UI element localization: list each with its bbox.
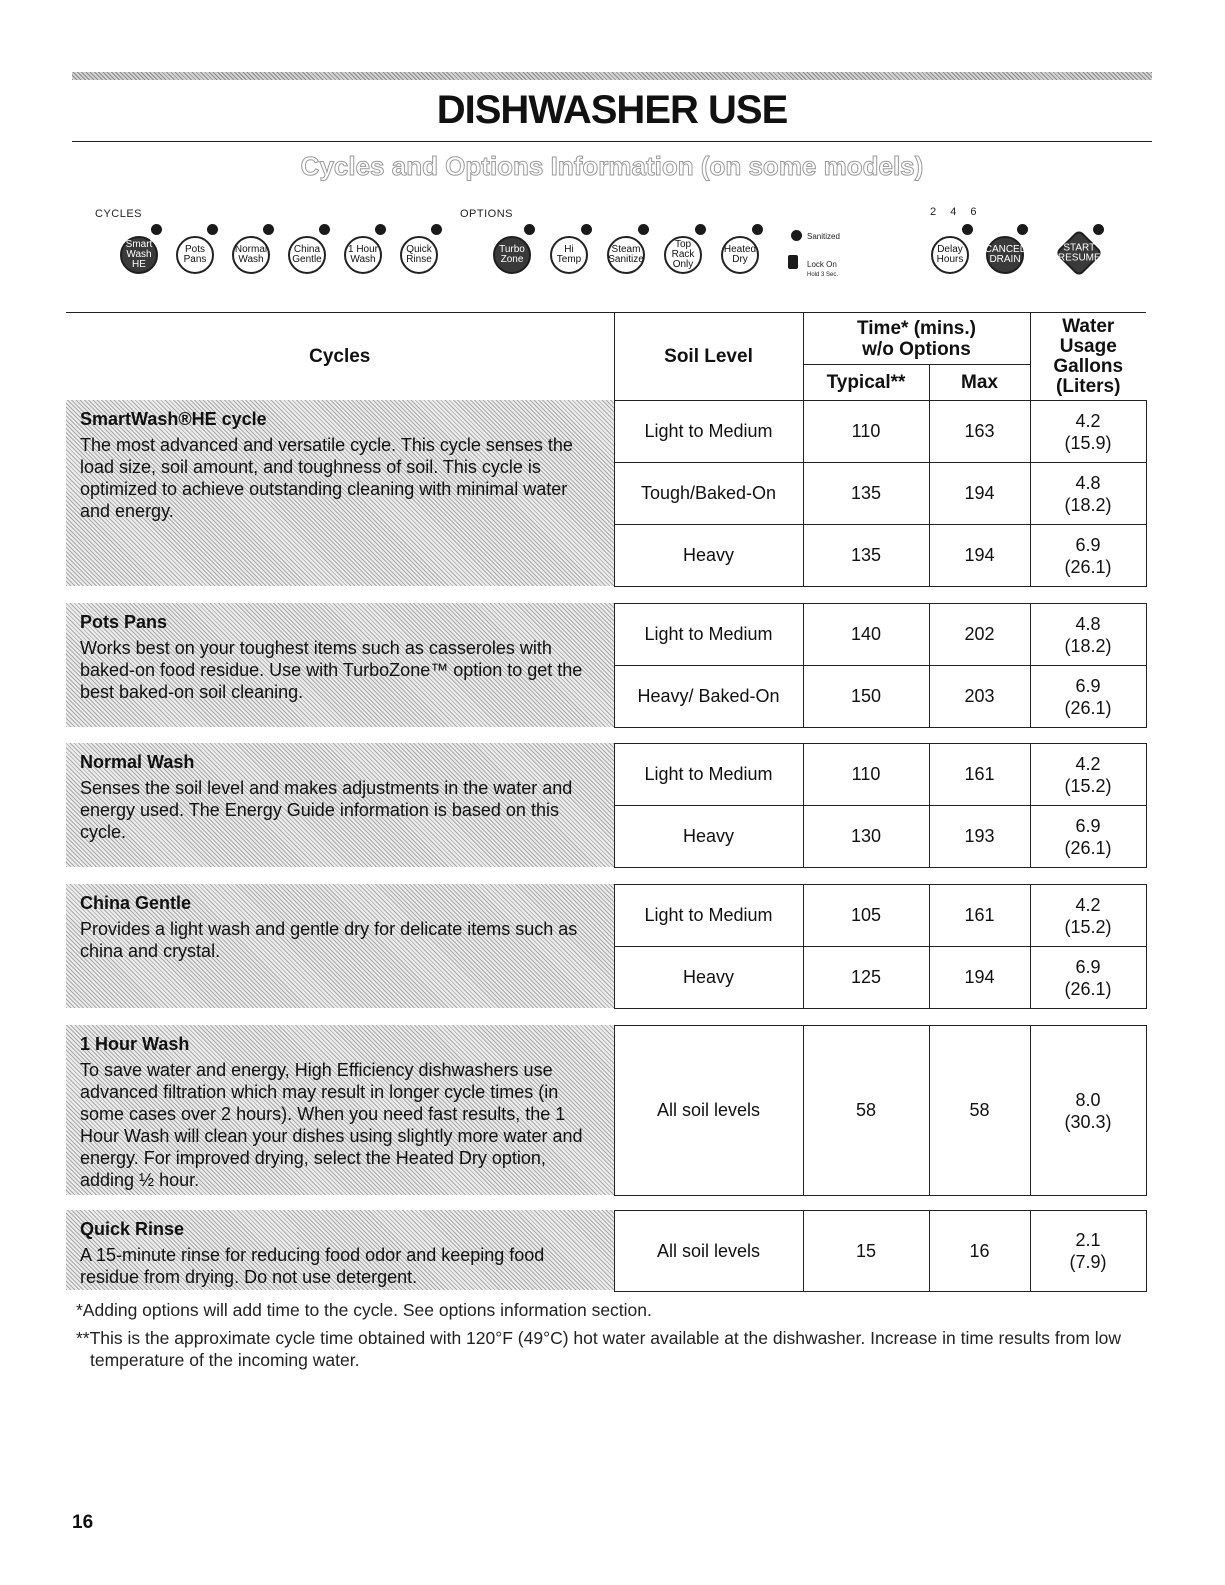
cycle-description-cell xyxy=(66,401,614,587)
cycle-indicator-light-3 xyxy=(319,224,330,235)
cycle-name: 1 Hour Wash xyxy=(80,1033,190,1054)
delay-numbers: 2 4 6 xyxy=(930,206,977,218)
option-button-3[interactable]: Top Rack Only xyxy=(664,236,702,274)
max-time-cell: 161 xyxy=(929,885,1030,947)
cycle-name: SmartWash®HE cycle xyxy=(80,408,267,429)
control-indicator-light-0 xyxy=(962,224,973,235)
sanitized-indicator-light xyxy=(791,230,802,241)
option-indicator-light-1 xyxy=(581,224,592,235)
options-label: OPTIONS xyxy=(460,208,514,220)
table-row xyxy=(66,885,1146,947)
cycle-description-cell xyxy=(66,744,614,868)
table-row xyxy=(66,604,1146,666)
cycle-indicator-light-2 xyxy=(263,224,274,235)
header-typical: Typical** xyxy=(803,365,929,401)
table-header xyxy=(66,312,1146,400)
max-time-cell: 194 xyxy=(929,525,1030,587)
table-row xyxy=(66,1026,1146,1196)
option-button-2[interactable]: Steam Sanitize xyxy=(607,236,645,274)
max-time-cell: 194 xyxy=(929,947,1030,1009)
top-rule xyxy=(72,72,1152,80)
soil-level-cell: Light to Medium xyxy=(614,885,803,947)
option-indicator-light-4 xyxy=(752,224,763,235)
soil-level-cell: Heavy xyxy=(614,806,803,868)
table-row xyxy=(66,1211,1146,1292)
typical-time-cell: 130 xyxy=(803,806,929,868)
cycle-block xyxy=(66,1210,1146,1290)
water-gallons: 4.2 xyxy=(1075,410,1101,431)
water-usage-cell xyxy=(1030,885,1146,947)
water-liters: (15.2) xyxy=(1064,916,1112,937)
water-gallons: 4.8 xyxy=(1075,613,1101,634)
option-indicator-light-0 xyxy=(524,224,535,235)
water-gallons: 6.9 xyxy=(1075,675,1101,696)
water-liters: (15.2) xyxy=(1064,775,1112,796)
typical-time-cell: 110 xyxy=(803,744,929,806)
water-gallons: 8.0 xyxy=(1075,1089,1101,1110)
option-button-1[interactable]: Hi Temp xyxy=(550,236,588,274)
header-cycles: Cycles xyxy=(66,313,614,401)
option-button-4[interactable]: Heated Dry xyxy=(721,236,759,274)
water-usage-cell xyxy=(1030,604,1146,666)
water-gallons: 6.9 xyxy=(1075,956,1101,977)
cycle-block xyxy=(66,400,1146,586)
cycle-button-5[interactable]: Quick Rinse xyxy=(400,236,438,274)
title-divider xyxy=(72,141,1152,142)
water-gallons: 6.9 xyxy=(1075,534,1101,555)
cycle-name: China Gentle xyxy=(80,892,192,913)
page-number: 16 xyxy=(72,1512,94,1533)
water-liters: (26.1) xyxy=(1064,556,1112,577)
cycle-block xyxy=(66,884,1146,1008)
soil-level-cell: Tough/Baked-On xyxy=(614,463,803,525)
cycle-name: Normal Wash xyxy=(80,751,195,772)
header-max: Max xyxy=(929,365,1030,401)
control-indicator-light-1 xyxy=(1017,224,1028,235)
cycle-description-cell xyxy=(66,885,614,1009)
cycle-indicator-light-5 xyxy=(431,224,442,235)
option-button-0[interactable]: Turbo Zone xyxy=(493,236,531,274)
soil-level-cell: All soil levels xyxy=(614,1026,803,1196)
water-liters: (18.2) xyxy=(1064,494,1112,515)
soil-level-cell: Light to Medium xyxy=(614,401,803,463)
cycle-name: Pots Pans xyxy=(80,611,168,632)
water-usage-cell xyxy=(1030,463,1146,525)
cycle-description: A 15-minute rinse for reducing food odor and keeping food residue from drying. Do not use detergent. xyxy=(80,1244,545,1287)
typical-time-cell: 105 xyxy=(803,885,929,947)
max-time-cell: 194 xyxy=(929,463,1030,525)
cycle-button-3[interactable]: China Gentle xyxy=(288,236,326,274)
cycle-block xyxy=(66,1025,1146,1195)
header-water-usage: Water Usage Gallons (Liters) xyxy=(1030,313,1146,401)
typical-time-cell: 110 xyxy=(803,401,929,463)
control-button-0[interactable]: Delay Hours xyxy=(931,236,969,274)
control-button-1[interactable]: CANCEL DRAIN xyxy=(986,236,1024,274)
cycle-description: Works best on your toughest items such as casseroles with baked-on food residue. Use with TurboZone™ option to get the best baked-on soil cleaning. xyxy=(80,637,583,702)
page-title: DISHWASHER USE xyxy=(436,88,788,132)
typical-time-cell: 125 xyxy=(803,947,929,1009)
typical-time-cell: 58 xyxy=(803,1026,929,1196)
max-time-cell: 16 xyxy=(929,1211,1030,1292)
table-row xyxy=(66,401,1146,463)
water-usage-cell xyxy=(1030,947,1146,1009)
max-time-cell: 193 xyxy=(929,806,1030,868)
soil-level-cell: All soil levels xyxy=(614,1211,803,1292)
soil-level-cell: Light to Medium xyxy=(614,744,803,806)
cycle-description: To save water and energy, High Efficiency dishwashers use advanced filtration which may result in longer cycle times (in some cases over 2 hours). When you need fast results, the 1 Hour Wash will clean your dishes using slightly more water and energy. For improved drying, select the Heated Dry option, adding ½ hour. xyxy=(80,1059,583,1190)
water-usage-cell xyxy=(1030,525,1146,587)
lock-icon xyxy=(788,255,798,269)
water-liters: (26.1) xyxy=(1064,978,1112,999)
control-indicator-light-2 xyxy=(1093,224,1104,235)
cycle-description: The most advanced and versatile cycle. This cycle senses the load size, soil amount, and toughness of soil. This cycle is optimized to achieve outstanding cleaning with minimal water and energy. xyxy=(80,434,573,521)
option-indicator-light-2 xyxy=(638,224,649,235)
max-time-cell: 58 xyxy=(929,1026,1030,1196)
soil-level-cell: Heavy xyxy=(614,525,803,587)
soil-level-cell: Light to Medium xyxy=(614,604,803,666)
max-time-cell: 203 xyxy=(929,666,1030,728)
typical-time-cell: 135 xyxy=(803,525,929,587)
header-time: Time* (mins.) w/o Options xyxy=(803,313,1030,365)
cycle-button-4[interactable]: 1 Hour Wash xyxy=(344,236,382,274)
soil-level-cell: Heavy/ Baked-On xyxy=(614,666,803,728)
cycle-description: Senses the soil level and makes adjustments in the water and energy used. The Energy Guide information is based on this cycle. xyxy=(80,777,573,842)
sanitized-label: Sanitized xyxy=(807,232,840,241)
water-usage-cell xyxy=(1030,744,1146,806)
cycle-indicator-light-0 xyxy=(151,224,162,235)
control-button-2[interactable]: START RESUME xyxy=(1055,229,1103,277)
page-subtitle: Cycles and Options Information (on some models) xyxy=(300,151,924,181)
footnote-cycle-time: **This is the approximate cycle time obtained with 120°F (49°C) hot water available at the dishwasher. Increase in time results from low temperature of the incoming water. xyxy=(76,1328,1122,1370)
cycle-block xyxy=(66,603,1146,727)
option-indicator-light-3 xyxy=(695,224,706,235)
cycle-description-cell xyxy=(66,604,614,728)
lock-label: Lock On xyxy=(807,260,837,269)
typical-time-cell: 135 xyxy=(803,463,929,525)
footnote-options: *Adding options will add time to the cycle. See options information section. xyxy=(76,1300,652,1320)
typical-time-cell: 15 xyxy=(803,1211,929,1292)
water-liters: (26.1) xyxy=(1064,837,1112,858)
header-soil-level: Soil Level xyxy=(614,313,803,401)
water-usage-cell xyxy=(1030,1211,1146,1292)
water-usage-cell xyxy=(1030,666,1146,728)
water-gallons: 4.2 xyxy=(1075,753,1101,774)
typical-time-cell: 150 xyxy=(803,666,929,728)
cycle-button-1[interactable]: Pots Pans xyxy=(176,236,214,274)
typical-time-cell: 140 xyxy=(803,604,929,666)
water-usage-cell xyxy=(1030,1026,1146,1196)
cycle-button-0[interactable]: Smart Wash HE xyxy=(120,236,158,274)
cycle-block xyxy=(66,743,1146,867)
cycle-indicator-light-1 xyxy=(207,224,218,235)
cycle-name: Quick Rinse xyxy=(80,1218,185,1239)
max-time-cell: 202 xyxy=(929,604,1030,666)
table-row xyxy=(66,744,1146,806)
cycle-description: Provides a light wash and gentle dry for delicate items such as china and crystal. xyxy=(80,918,578,961)
max-time-cell: 161 xyxy=(929,744,1030,806)
lock-hold-label: Hold 3 Sec. xyxy=(807,272,839,278)
water-gallons: 4.8 xyxy=(1075,472,1101,493)
water-liters: (18.2) xyxy=(1064,635,1112,656)
soil-level-cell: Heavy xyxy=(614,947,803,1009)
water-liters: (15.9) xyxy=(1064,432,1112,453)
cycle-button-2[interactable]: Normal Wash xyxy=(232,236,270,274)
water-gallons: 6.9 xyxy=(1075,815,1101,836)
water-liters: (30.3) xyxy=(1064,1111,1112,1132)
max-time-cell: 163 xyxy=(929,401,1030,463)
cycle-description-cell xyxy=(66,1211,614,1292)
water-gallons: 4.2 xyxy=(1075,894,1101,915)
water-gallons: 2.1 xyxy=(1075,1230,1101,1250)
cycle-description-cell xyxy=(66,1026,614,1196)
water-liters: (7.9) xyxy=(1069,1252,1107,1272)
water-usage-cell xyxy=(1030,401,1146,463)
cycle-indicator-light-4 xyxy=(375,224,386,235)
water-usage-cell xyxy=(1030,806,1146,868)
water-liters: (26.1) xyxy=(1064,697,1112,718)
cycles-label: CYCLES xyxy=(95,208,143,220)
